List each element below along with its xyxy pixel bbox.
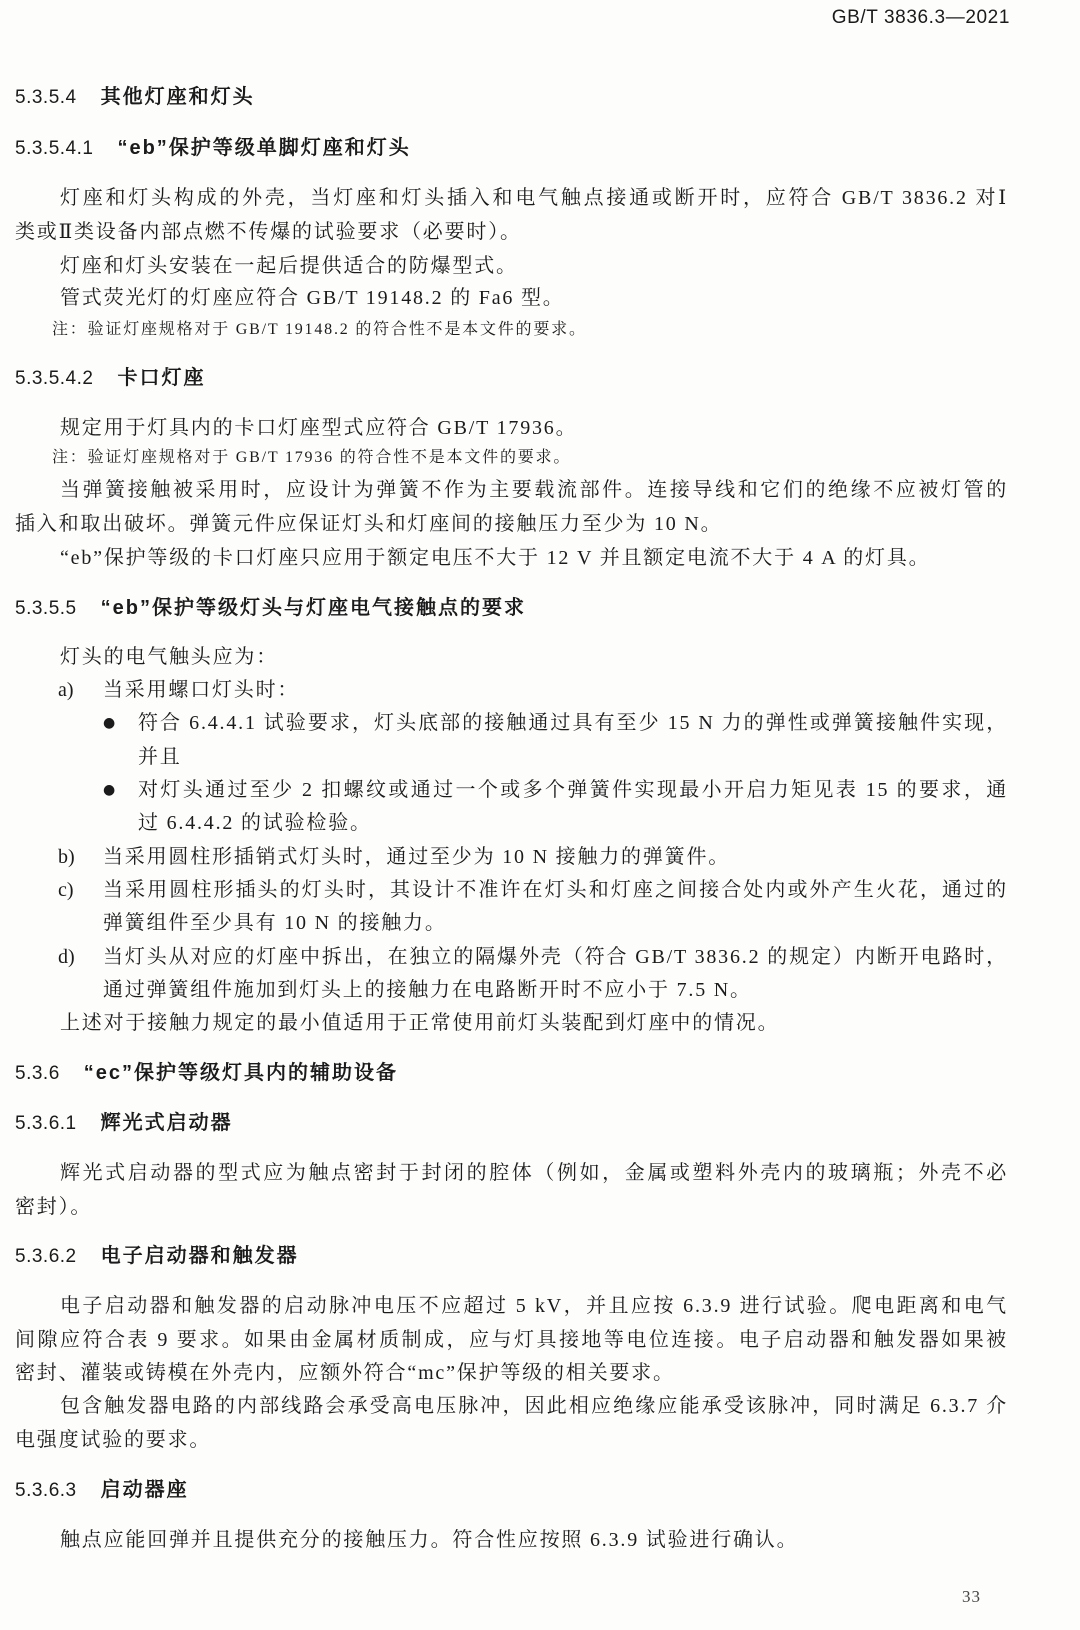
- paragraph-line: 密封）。: [15, 1196, 93, 1218]
- standard-code: GB/T 3836.3—2021: [831, 7, 1010, 28]
- paragraph-line: 触点应能回弹并且提供充分的接触压力。符合性应按照 6.3.9 试验进行确认。: [60, 1529, 799, 1551]
- clause-title: 启动器座: [100, 1479, 189, 1501]
- list-marker: d): [58, 946, 75, 968]
- clause-heading: [15, 1111, 233, 1136]
- paragraph-line: 规定用于灯具内的卡口灯座型式应符合 GB/T 17936。: [60, 417, 578, 439]
- clause-number: 5.3.5.5: [15, 598, 77, 619]
- clause-heading: [15, 85, 255, 110]
- list-item-line: 通过弹簧组件施加到灯头上的接触力在电路断开时不应小于 7.5 N。: [103, 979, 752, 1001]
- list-item-line: 当采用圆柱形插销式灯头时，通过至少为 10 N 接触力的弹簧件。: [103, 846, 731, 868]
- list-item-line: 弹簧组件至少具有 10 N 的接触力。: [103, 912, 447, 934]
- note: 注：验证灯座规格对于 GB/T 17936 的符合性不是本文件的要求。: [52, 449, 572, 466]
- paragraph-line: 管式荧光灯的灯座应符合 GB/T 19148.2 的 Fa6 型。: [60, 287, 565, 309]
- paragraph-line: “eb”保护等级的卡口灯座只应用于额定电压不大于 12 V 并且额定电流不大于 4 A 的灯具。: [60, 547, 931, 569]
- clause-number: 5.3.6.1: [15, 1113, 77, 1134]
- bullet-item-line: 过 6.4.4.2 的试验检验。: [138, 812, 372, 834]
- note: 注：验证灯座规格对于 GB/T 19148.2 的符合性不是本文件的要求。: [52, 321, 587, 338]
- paragraph-line: 密封、灌装或铸模在外壳内，应额外符合“mc”保护等级的相关要求。: [15, 1362, 675, 1384]
- clause-title: 卡口灯座: [117, 367, 206, 389]
- bullet-item-line: 并且: [138, 746, 182, 768]
- paragraph-line: 包含触发器电路的内部线路会承受高电压脉冲，因此相应绝缘应能承受该脉冲，同时满足 6.3.7 介: [60, 1395, 1008, 1417]
- clause-number: 5.3.5.4.2: [15, 368, 94, 389]
- page-number: 33: [962, 1587, 981, 1606]
- clause-title: 电子启动器和触发器: [100, 1245, 299, 1267]
- clause-heading: [15, 1061, 398, 1086]
- clause-number: 5.3.6.2: [15, 1246, 77, 1267]
- clause-number: 5.3.5.4: [15, 87, 77, 108]
- paragraph-line: 灯头的电气触头应为：: [60, 646, 278, 668]
- list-item-line: 当采用圆柱形插头的灯头时，其设计不准许在灯头和灯座之间接合处内或外产生火花，通过的: [103, 879, 1008, 901]
- list-marker: c): [58, 879, 74, 901]
- list-item-line: 当灯头从对应的灯座中拆出，在独立的隔爆外壳（符合 GB/T 3836.2 的规定）内断开电路时，: [103, 946, 1008, 968]
- bullet-item-line: 对灯头通过至少 2 扣螺纹或通过一个或多个弹簧件实现最小开启力矩见表 15 的要求，通: [138, 779, 1008, 801]
- clause-number: 5.3.5.4.1: [15, 138, 94, 159]
- clause-title: 其他灯座和灯头: [100, 86, 255, 108]
- paragraph-line: 辉光式启动器的型式应为触点密封于封闭的腔体（例如，金属或塑料外壳内的玻璃瓶；外壳不必: [60, 1162, 1008, 1184]
- clause-heading: [15, 366, 205, 391]
- clause-title: “ec”保护等级灯具内的辅助设备: [83, 1062, 399, 1084]
- list-marker: b): [58, 846, 75, 868]
- paragraph-line: 当弹簧接触被采用时，应设计为弹簧不作为主要载流部件。连接导线和它们的绝缘不应被灯管的: [60, 479, 1008, 501]
- paragraph-line: 间隙应符合表 9 要求。如果由金属材质制成，应与灯具接地等电位连接。电子启动器和触发器如果被: [15, 1329, 1008, 1351]
- clause-heading: [15, 596, 526, 621]
- paragraph-line: 电子启动器和触发器的启动脉冲电压不应超过 5 kV，并且应按 6.3.9 进行试验。爬电距离和电气: [60, 1295, 1008, 1317]
- bullet-marker: ●: [103, 715, 116, 731]
- clause-heading: [15, 1478, 189, 1503]
- clause-heading: [15, 1244, 299, 1269]
- bullet-marker: ●: [103, 782, 116, 798]
- clause-title: 辉光式启动器: [100, 1112, 233, 1134]
- clause-title: “eb”保护等级灯头与灯座电气接触点的要求: [100, 597, 526, 619]
- clause-heading: [15, 136, 411, 161]
- paragraph-line: 灯座和灯头安装在一起后提供适合的防爆型式。: [60, 255, 518, 277]
- bullet-item-line: 符合 6.4.4.1 试验要求，灯头底部的接触通过具有至少 15 N 力的弹性或弹簧接触件实现，: [138, 712, 1008, 734]
- clause-number: 5.3.6: [15, 1063, 60, 1084]
- paragraph-line: 电强度试验的要求。: [15, 1429, 212, 1451]
- paragraph-line: 上述对于接触力规定的最小值适用于正常使用前灯头装配到灯座中的情况。: [60, 1012, 780, 1034]
- paragraph-line: 插入和取出破坏。弹簧元件应保证灯头和灯座间的接触压力至少为 10 N。: [15, 513, 723, 535]
- list-marker: a): [58, 679, 74, 701]
- paragraph-line: 灯座和灯头构成的外壳，当灯座和灯头插入和电气触点接通或断开时，应符合 GB/T 3836.2 对Ⅰ: [60, 187, 1008, 209]
- list-item-line: 当采用螺口灯头时：: [103, 679, 300, 701]
- paragraph-line: 类或Ⅱ类设备内部点燃不传爆的试验要求（必要时）。: [15, 221, 522, 243]
- clause-number: 5.3.6.3: [15, 1480, 77, 1501]
- clause-title: “eb”保护等级单脚灯座和灯头: [117, 137, 411, 159]
